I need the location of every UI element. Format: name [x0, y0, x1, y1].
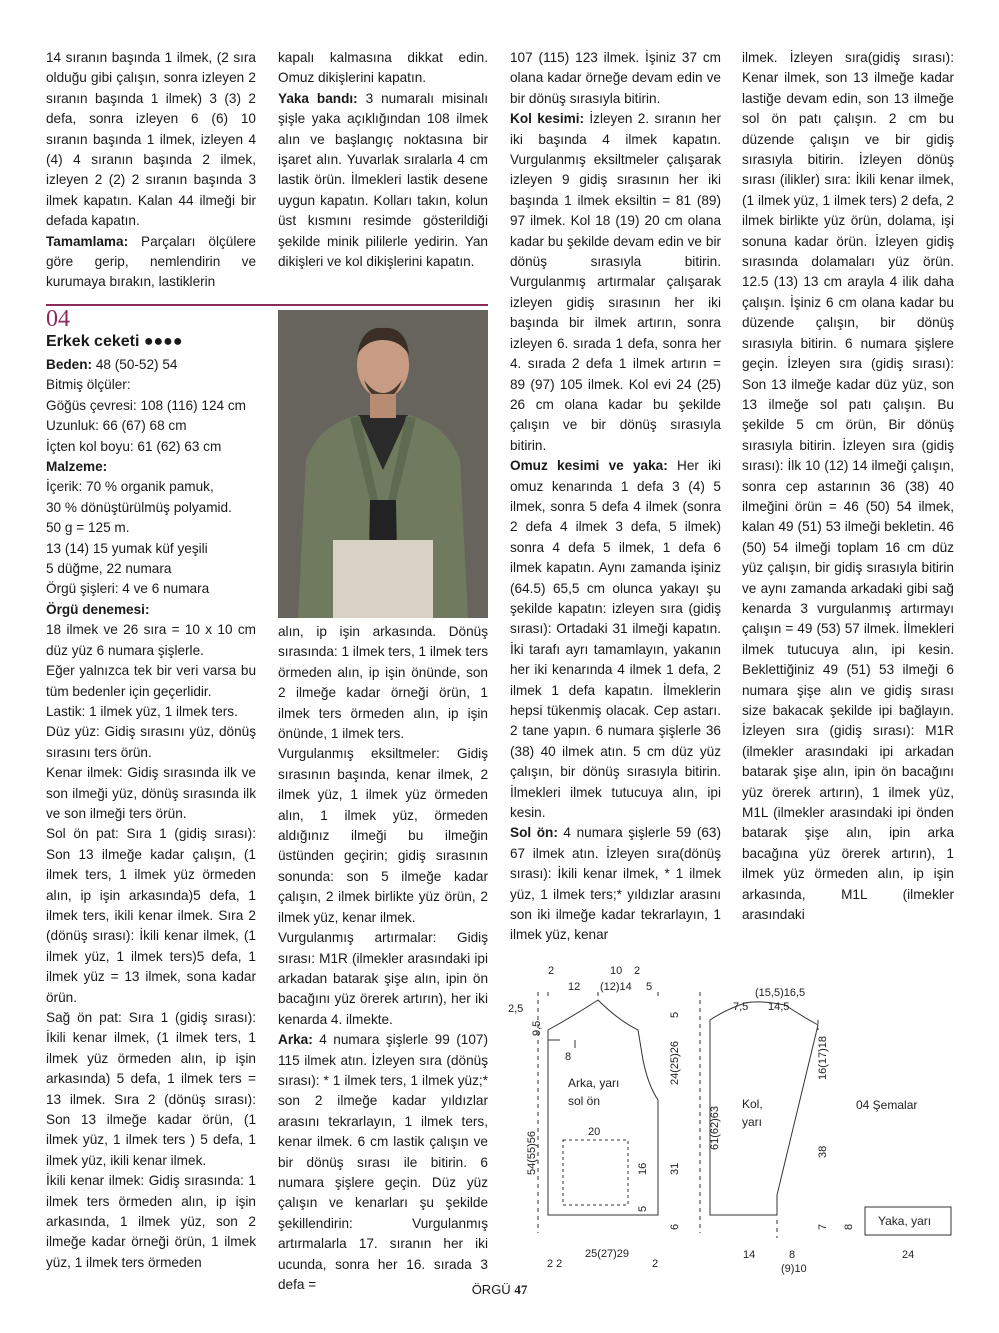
label-solon: Sol ön:	[510, 825, 558, 841]
magazine-name: ÖRGÜ	[471, 1282, 511, 1297]
dim-label: 8	[565, 1051, 572, 1063]
dim-label: 14,5	[768, 1001, 790, 1013]
dim-label: 9,5	[531, 1020, 543, 1036]
paragraph: 5 düğme, 22 numara	[46, 561, 172, 577]
label-kol: Kol kesimi:	[510, 111, 585, 127]
dim-label: 2 2	[547, 1258, 563, 1270]
paragraph	[46, 457, 256, 477]
column-1-bottom	[46, 355, 256, 1273]
paragraph: Uzunluk: 66 (67) 68 cm	[46, 418, 187, 434]
dim-label: (15,5)16,5	[755, 987, 806, 999]
dim-label: 8	[789, 1249, 796, 1261]
text: Her iki omuz kenarında 1 defa 3 (4) 5 ilmek, sonra 5 defa 4 ilmek (sonra 2 defa 4 ilmek 3 defa, 5 ilmek) sonra 4 defa 5 ilmek, 1 defa 6 ilmek kapatın. Aynı zamanda işiniz (64.5) 65,5 cm olunca yakayı şu şekilde kapatın: izleyen sıra (gidiş sırası): Ortadaki 31 ilmeği kapatın. İki tarafı ayrı tamamlayın, yakanın her iki kenarında 4 ilmek 1 defa, 2 ilmek 1 defa kapatın. İlmeklerin hepsi tükenmiş olacak. Cep astarı. 2 tane yapın. 6 numara şişlerle 36 (38) 40 ilmek atın. 5 cm düz yüz çalışın, bir dönüş sırasıyla bitirin. İlmekleri ilmek tutucuya alın, ipi kesin.	[510, 458, 722, 821]
dim-label: 7,5	[733, 1001, 749, 1013]
paragraph	[510, 456, 721, 823]
dim-label: 10	[610, 965, 623, 977]
back-label: sol ön	[568, 1094, 601, 1108]
dim-label: 38	[817, 1145, 829, 1158]
model-photo	[278, 310, 488, 618]
schema-label: 04 Şemalar	[856, 1098, 918, 1112]
column-1-top	[46, 48, 256, 293]
sleeve-label: yarı	[742, 1115, 763, 1129]
dim-label: 20	[588, 1126, 601, 1138]
paragraph: Bitmiş ölçüler:	[46, 377, 131, 393]
section-number: 04	[46, 306, 70, 332]
dim-label: 25(27)29	[585, 1248, 630, 1260]
paragraph	[278, 1030, 488, 1295]
dim-label: 2	[634, 965, 641, 977]
paragraph	[510, 109, 721, 456]
dim-label: 2	[548, 965, 555, 977]
dim-label: 24	[902, 1249, 915, 1261]
paragraph: Örgü şişleri: 4 ve 6 numara	[46, 581, 210, 597]
dim-label: 12	[568, 981, 581, 993]
label-arka: Arka:	[278, 1032, 313, 1048]
paragraph: 13 (14) 15 yumak küf yeşili	[46, 540, 208, 556]
sleeve-label: Kol,	[742, 1097, 763, 1111]
paragraph: Vurgulanmış artırmalar: Gidiş sırası: M1R (ilmekler arasındaki ipi arkadan batarak şişe alın, ipin ön bacağını yüz örerek artırın), her iki kenarda 4. ilmekte.	[278, 930, 488, 1027]
paragraph: 30 % dönüştürülmüş polyamid.	[46, 499, 232, 515]
paragraph: Eğer yalnızca tek bir veri varsa bu tüm bedenler için geçerlidir.	[46, 663, 256, 699]
paragraph	[46, 355, 256, 375]
label-beden: Beden:	[46, 357, 93, 372]
dim-label: 8	[843, 1223, 855, 1230]
dim-label: 2,5	[508, 1003, 524, 1015]
column-3	[510, 48, 721, 946]
paragraph: İçten kol boyu: 61 (62) 63 cm	[46, 438, 222, 454]
dim-label: 61(62)63	[709, 1105, 721, 1150]
paragraph: 14 sıranın başında 1 ilmek, (2 sıra olduğu gibi çalışın, sonra izleyen 2 sıranın başında 1 ilmek) 3 (3) 2 defa, sonra izleyen 6 (6) 10 sıranın başında 1 ilmek, izleyen 4 (4) 4 sıranın başında 2 ilmek, izleyen 2 (2) 2 sıranın başında 3 ilmek kapatın. Kalan 44 ilmeği bir defada kapatın.	[46, 50, 256, 229]
column-2-bottom	[278, 622, 488, 1295]
column-4	[742, 48, 954, 925]
label-deneme: Örgü denemesi:	[46, 601, 150, 617]
paragraph: Lastik: 1 ilmek yüz, 1 ilmek ters.	[46, 703, 238, 719]
column-2-top	[278, 48, 488, 272]
text: İzleyen 2. sıranın her iki başında 4 ilmek kapatın. Vurgulanmış eksiltmeler çalışarak izleyen 9 gidiş sırasının her iki başında 1 ilmek eksiltin = 81 (89) 97 ilmek. Kol 18 (19) 20 cm olana kadar bu şekilde devam edin ve bir dönüş sırasıyla bitirin. Vurgulanmış artırmalar çalışarak izleyen gidiş sırasının her iki başında bir ilmek artırın, sonra izleyen 6. sırada 1 defa, sonra her 4. sırada 2 defa 1 ilmek artırın = 89 (97) 105 ilmek. Kol evi 24 (25) 26 cm olana kadar bu şekilde çalışın ve bir dönüş sırasıyla bitirin.	[510, 111, 721, 453]
text: Parçaları ölçülere göre gerip, nemlendirin ve kurumaya bırakın, lastiklerin	[46, 233, 256, 290]
text: 4 numara şişlerle 99 (107) 115 ilmek atın. İzleyen sıra (dönüş sırası): * 1 ilmek ters, 1 ilmek yüz;* son 2 ilmeğe kadar yıldızlar arasını tekrarlayın, 1 ilmek ters, kenar ilmek. 6 cm lastik çalışın ve bir dönüş sırası ile bitirin. 6 numara şişlere geçin. Düz yüz çalışın ve kenarları şu şekilde şekillendirin: Vurgulanmış artırmalarla 17. sıranın her iki ucunda, sonra her 16. sırada 3 defa =	[278, 1032, 488, 1292]
paragraph	[46, 600, 256, 620]
paragraph: 107 (115) 123 ilmek. İşiniz 37 cm olana kadar örneğe devam edin ve bir dönüş sırasıyla bitirin.	[510, 50, 721, 106]
paragraph	[278, 89, 488, 273]
paragraph: Göğüs çevresi: 108 (116) 124 cm	[46, 397, 246, 413]
dim-label: 31	[669, 1162, 681, 1175]
label-yaka: Yaka bandı:	[278, 90, 358, 106]
back-label: Arka, yarı	[568, 1076, 620, 1090]
dim-label: 14	[743, 1249, 756, 1261]
text: 48 (50-52) 54	[92, 357, 178, 372]
text: 3 numaralı misinalı şişle yaka açıklığından 108 ilmek alın ve başlangıç noktasına bir işaret alın. Yuvarlak sıralarla 4 cm lastik örün. İlmekleri lastik desene uygun kapatın. Kolları takın, kolun üst kısmını resimde gösterildiği şekilde minik pililerle yedirin. Yan dikişleri ve kol dikişlerini kapatın.	[278, 90, 488, 270]
label-omuz: Omuz kesimi ve yaka:	[510, 458, 668, 474]
paragraph: 18 ilmek ve 26 sıra = 10 x 10 cm düz yüz 6 numara şişlerle.	[46, 622, 256, 658]
paragraph: ilmek. İzleyen sıra(gidiş sırası): Kenar ilmek, son 13 ilmeğe kadar lastiğe devam edin, son 13 ilmeğe sol ön patı çalışın. 2 cm bu düzende çalışın ve bir gidiş sırasıyla bitirin. İzleyen dönüş sırası (ilikler) sıra: İkili kenar ilmek, (1 ilmek yüz, 1 ilmek ters) 2 defa, 2 ilmek birlikte yüz örün, dolama, işi sonuna kadar örün. İzleyen gidiş sırasında dolamaları yüz örün. 12.5 (13) 13 cm arayla 4 ilik daha çalışın. İşiniz 6 cm olana kadar bu düzende çalışın, bir dönüş sırasıyla bitirin. 6 numara şişlere geçin. İzleyen sıra (gidiş sırası): Son 13 ilmeğe kadar düz yüz, son 13 ilmeğe sol patı çalışın. Bu şekilde 5 cm örün, Bir dönüş sırasıyla bitirin. İzleyen sıra (gidiş sırası): İlk 10 (12) 14 ilmeği çalışın, sonra cep astarının 36 (38) 40 ilmeğini örün = 46 (50) 54 ilmek, kalan 49 (51) 53 ilmeği bekletin. 46 (50) 54 ilmeği toplam 16 cm düz yüz çalışın, bir gidiş sırasıyla bitirin ve aynı zamanda arkadaki gibi sağ kenarda 3 vurgulanmış artırmayı çalışın = 49 (53) 57 ilmek. İlmekleri ilmek tutucuya alın, ipi kesin. Beklettiğiniz 49 (51) 53 ilmeği 6 numara şişe alın ve gidiş sırası size bakacak şekilde ipi bağlayın. İzleyen sıra (gidiş sırası): M1R (ilmekler arasındaki ipi arkadan batarak şişe alın, ipin ön bacağını yüz örerek artırın), 1 ilmek yüz, M1L (ilmekler arasındaki ipi önden batarak şişe alın, ipin arka bacağına yüz örerek artırın), 1 ilmek yüz örmeden alın, ip işin arkasında, M1L (ilmekler arasındaki	[742, 50, 954, 923]
dim-label: 5	[669, 1011, 681, 1018]
page-footer	[0, 1282, 999, 1298]
dim-label: 5	[646, 981, 653, 993]
dim-label: 24(25)26	[669, 1040, 681, 1085]
dim-label: (9)10	[781, 1263, 807, 1275]
dim-label: 54(55)56	[526, 1130, 538, 1175]
paragraph: Düz yüz: Gidiş sırasını yüz, dönüş sırasını ters örün.	[46, 724, 256, 760]
schematics-diagram	[500, 960, 980, 1280]
paragraph: alın, ip işin arkasında. Dönüş sırasında: 1 ilmek ters, 1 ilmek ters örmeden alın, ip işin önünde, son 2 ilmeğe kadar örneği örün, 1 ilmek ters örmeden alın, ip işin önünde, 1 ilmek ters.	[278, 624, 489, 742]
paragraph: İçerik: 70 % organik pamuk,	[46, 479, 214, 495]
section-divider	[46, 304, 488, 306]
paragraph: İkili kenar ilmek: Gidiş sırasında: 1 ilmek ters örmeden alın, ip işin arkasında, 1 ilmek yüz, son 2 ilmeğe kadar örneği örün, 1 ilmek yüz, 1 ilmek ters örmeden	[46, 1173, 256, 1270]
paragraph: Sol ön pat: Sıra 1 (gidiş sırası): Son 13 ilmeğe kadar çalışın, (1 ilmek ters, 1 ilmek yüz örmeden alın, ip işin arkasında)5 defa, 1 ilmek ters, ikili kenar ilmek. Sıra 2 (dönüş sırası): İkili kenar ilmek, (1 ilmek yüz, 1 ilmek ters)5 defa, 1 ilmek yüz = 13 ilmek, sona kadar örün.	[46, 826, 256, 1005]
label-tamamlama: Tamamlama:	[46, 233, 129, 249]
dim-label: 6	[669, 1223, 681, 1230]
paragraph: Sağ ön pat: Sıra 1 (gidiş sırası): İkili kenar ilmek, (1 ilmek ters, 1 ilmek yüz örmeden alın, ip işin arkasında) 5 defa, 1 ilmek ters = 13 ilmek. Sıra 2 (dönüş sırası): Son 13 ilmeğe kadar örün, (1 ilmek yüz, 1 ilmek ters ) 5 defa, 1 ilmek yüz, ikili kenar ilmek.	[46, 1010, 256, 1168]
paragraph: Vurgulanmış eksiltmeler: Gidiş sırasının başında, kenar ilmek, 2 ilmek yüz, 1 ilmek yüz örmeden alın, 1 ilmek yüz, örmeden aldığınız ilmeği bu ilmeğin üstünden geçirin; gidiş sırasının sonunda: son 5 ilmeğe kadar çalışın, 2 ilmek birlikte yüz örün, 2 ilmek yüz, kenar ilmek.	[278, 746, 488, 925]
paragraph	[510, 823, 721, 945]
paragraph: Kenar ilmek: Gidiş sırasında ilk ve son ilmeği yüz, dönüş sırasında ilk ve son ilmeği ters örün.	[46, 765, 256, 821]
section-title: Erkek ceketi ●●●●	[46, 333, 183, 350]
page-number: 47	[514, 1282, 528, 1297]
text: 4 numara şişlerle 59 (63) 67 ilmek atın. İzleyen sıra(dönüş sırası): İkili kenar ilmek, * 1 ilmek yüz, 1 ilmek ters;* yıldızlar arasını son iki ilmeğe kadar tekrarlayın, 1 ilmek yüz, kenar	[510, 825, 721, 943]
label-malzeme: Malzeme:	[46, 459, 108, 475]
paragraph: 50 g = 125 m.	[46, 520, 130, 536]
collar-label: Yaka, yarı	[878, 1214, 932, 1228]
paragraph: kapalı kalmasına dikkat edin. Omuz dikişlerini kapatın.	[278, 50, 488, 86]
dim-label: 7	[817, 1223, 829, 1230]
dim-label: 2	[652, 1258, 659, 1270]
dim-label: 16(17)18	[817, 1035, 829, 1080]
dim-label: 5	[637, 1205, 649, 1212]
dim-label: (12)14	[600, 981, 632, 993]
dim-label: 16	[637, 1162, 649, 1175]
paragraph	[46, 232, 256, 293]
